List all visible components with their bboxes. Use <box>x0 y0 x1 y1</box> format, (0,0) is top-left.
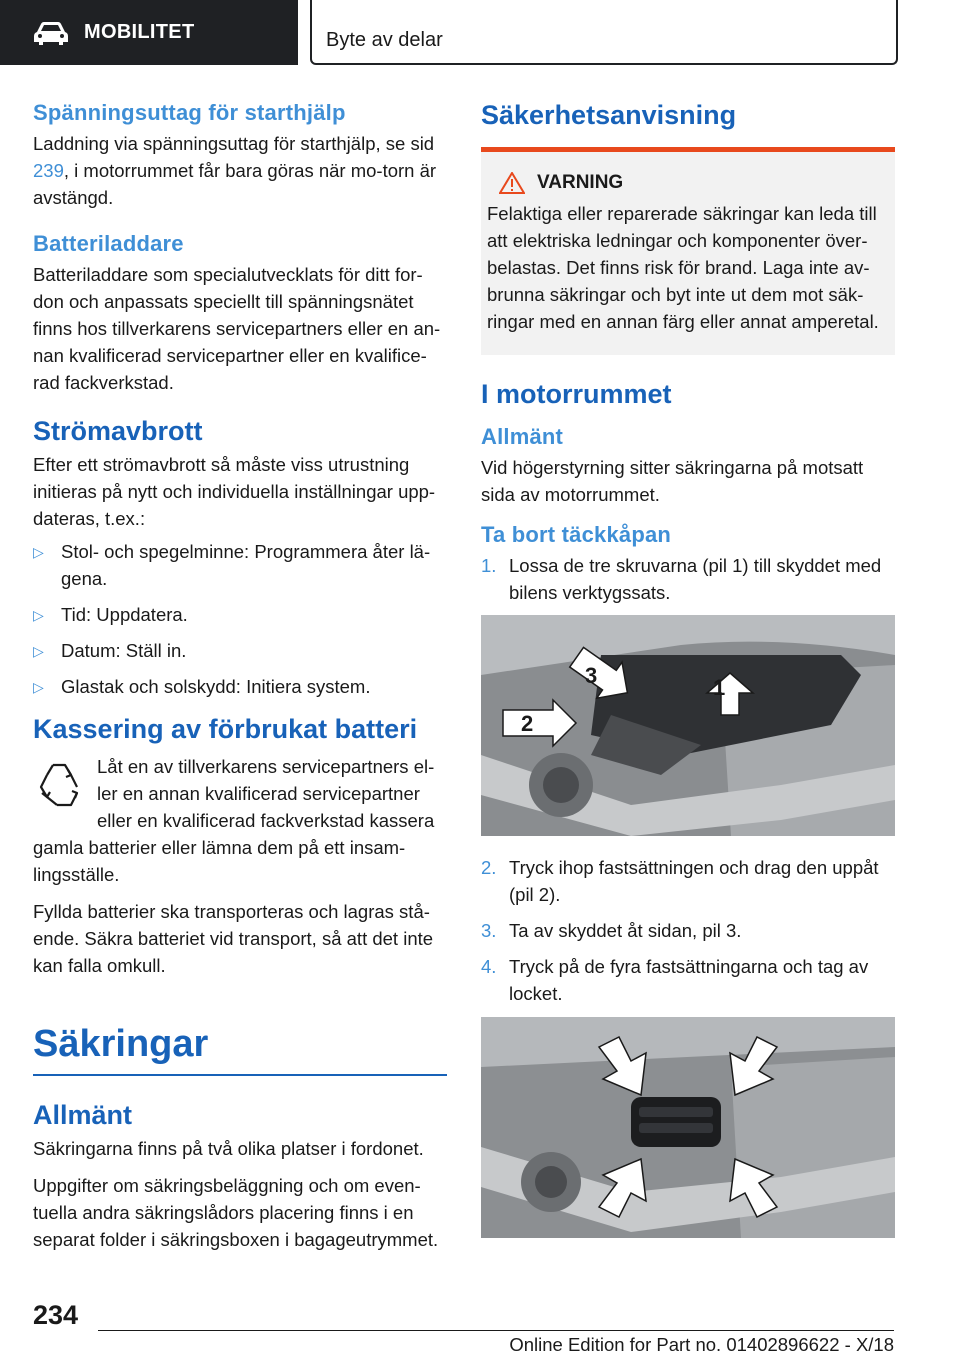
recycle-icon <box>33 757 85 813</box>
footer-edition: Online Edition for Part no. 01402896622 - X/18 <box>509 1334 894 1355</box>
heading-ta-bort: Ta bort täckkåpan <box>481 522 672 547</box>
heading-motorrummet: I motorrummet <box>481 379 672 409</box>
list-item <box>33 673 447 700</box>
callout-3: 3 <box>585 663 598 688</box>
step-text: Tryck på de fyra fastsättningarna och tag av locket. <box>509 956 869 1004</box>
list-item-text: Tid: Uppdatera. <box>61 604 188 625</box>
heading-allmant-right: Allmänt <box>481 424 564 449</box>
step-item <box>481 552 895 606</box>
warning-label: VARNING <box>537 172 624 193</box>
page-link-239[interactable]: 239 <box>33 160 64 181</box>
list-item-text: Stol- och spegelminne: Programmera åter lä-gena. <box>61 541 431 589</box>
heading-sakringar: Säkringar <box>33 1023 209 1065</box>
kassering-text: Låt en av tillverkarens servicepartners el-ler en annan kvalificerad servicepartner eller en kvalificerad fackverkstad kassera gamla batterier eller lämna dem på ett insam-lingsställe. <box>33 756 435 885</box>
triangle-bullet-icon: ▷ <box>33 643 44 659</box>
warning-triangle-icon <box>499 172 525 194</box>
list-item-text: Datum: Ställ in. <box>61 640 187 661</box>
paragraph-allmant-left: Säkringarna finns på två olika platser i fordonet. <box>33 1138 424 1159</box>
warning-title <box>487 172 887 194</box>
heading-allmant-left: Allmänt <box>33 1100 133 1130</box>
engine-cover-photo <box>481 615 895 836</box>
step-list-2 <box>481 854 895 1007</box>
text-fragment: , i motorrummet får bara göras när mo-torn är avstängd. <box>33 160 437 208</box>
step-number: 1. <box>481 555 497 576</box>
list-item <box>33 538 447 592</box>
paragraph-allmant-right: Vid högerstyrning sitter säkringarna på motsatt sida av motorrummet. <box>481 457 864 505</box>
step-list-1 <box>481 552 895 606</box>
paragraph-starthjalp <box>33 130 447 211</box>
paragraph-kassering <box>33 753 447 888</box>
paragraph-stromavbrott: Efter ett strömavbrott så måste viss utrustning initieras på nytt och individuella inställningar upp-dateras, t.ex.: <box>33 454 436 529</box>
step-item <box>481 917 895 944</box>
paragraph-batteriladdare: Batteriladdare som specialutvecklats för ditt for-don och anpassats speciellt till spänningsnätet finns hos tillverkarens servicepartners eller en an-nan kvalificerad servicepartner eller en kvalifice-rad fackverkstad. <box>33 264 441 393</box>
warning-box <box>481 152 895 355</box>
section-label: MOBILITET <box>84 21 195 43</box>
callout-1: 1 <box>713 675 726 700</box>
callout-2: 2 <box>521 711 534 736</box>
list-item <box>33 637 447 664</box>
page-number: 234 <box>33 1300 79 1330</box>
step-item <box>481 953 895 1007</box>
heading-stromavbrott: Strömavbrott <box>33 416 203 446</box>
triangle-bullet-icon: ▷ <box>33 607 44 623</box>
text-fragment: Laddning via spänningsuttag för starthjälp, se sid <box>33 133 435 154</box>
chapter-label: Byte av delar <box>326 29 443 51</box>
paragraph-transport: Fyllda batterier ska transporteras och lagras stå-ende. Säkra batteriet vid transport, så att det inte kan falla omkull. <box>33 901 434 976</box>
chapter-tab <box>310 0 898 65</box>
list-item <box>33 601 447 628</box>
paragraph-uppgifter: Uppgifter om säkringsbeläggning och om even-tuella andra säkringslådors placering finns i en separat folder i säkringsboxen i bagageutrymmet. <box>33 1175 439 1250</box>
step-text: Ta av skyddet åt sidan, pil 3. <box>509 920 742 941</box>
step-number: 3. <box>481 920 497 941</box>
left-column <box>33 100 447 1253</box>
right-column <box>481 100 895 1256</box>
triangle-bullet-icon: ▷ <box>33 679 44 695</box>
list-stromavbrott <box>33 538 447 700</box>
heading-batteriladdare: Batteriladdare <box>33 231 184 256</box>
step-text: Tryck ihop fastsättningen och drag den uppåt (pil 2). <box>509 857 879 905</box>
step-number: 2. <box>481 857 497 878</box>
warning-text: Felaktiga eller reparerade säkringar kan leda till att elektriska ledningar och komponenter över-belastas. Det finns risk för brand. Laga inte av-brunna säkringar och byt inte ut dem mot säk-ringar med en annan färg eller annat amperetal. <box>487 203 879 332</box>
heading-sakerhetsanvisning: Säkerhetsanvisning <box>481 100 737 130</box>
list-item-text: Glastak och solskydd: Initiera system. <box>61 676 371 697</box>
section-tab <box>0 0 298 65</box>
step-text: Lossa de tre skruvarna (pil 1) till skyddet med bilens verktygssats. <box>509 555 882 603</box>
fuse-box-photo <box>481 1017 895 1238</box>
triangle-bullet-icon: ▷ <box>33 544 44 560</box>
step-item <box>481 854 895 908</box>
step-number: 4. <box>481 956 497 977</box>
heading-kassering: Kassering av förbrukat batteri <box>33 714 418 744</box>
footer-rule <box>98 1330 894 1331</box>
heading-sakringar-wrap <box>33 1023 447 1076</box>
heading-starthjalp: Spänningsuttag för starthjälp <box>33 100 346 125</box>
car-icon <box>32 20 70 46</box>
